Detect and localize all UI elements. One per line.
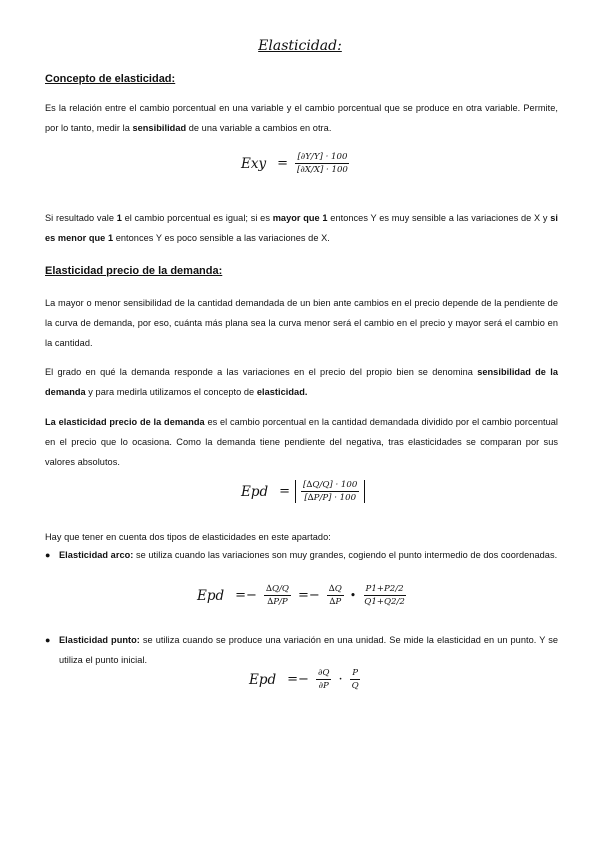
fraction-numerator: [∆Q/Q] · 100 [303, 480, 358, 490]
paragraph-tipos: Hay que tener en cuenta dos tipos de elasticidades en este apartado: [45, 532, 331, 542]
equation-punto [249, 668, 363, 691]
equation-exy [241, 152, 352, 175]
equation-operator: =− [297, 588, 320, 603]
equation-lhs: Exy [241, 155, 267, 172]
fraction-numerator: ∆Q [328, 584, 342, 594]
equation-operator: =− [287, 672, 309, 687]
text-run: Es la relación entre el cambio porcentual en una variable y el cambio porcentual que se produce en otra variable. Permite, por lo tanto, medir la [45, 103, 558, 133]
page-title: Elasticidad: [258, 38, 342, 54]
equation-arco [197, 584, 409, 607]
fraction-denominator: [∆P/P] · 100 [304, 493, 357, 503]
fraction-numerator: P1+P2/2 [365, 584, 404, 594]
paragraph-grado [45, 362, 558, 402]
equation-lhs: Epd [241, 483, 269, 500]
equation-fraction [264, 584, 291, 607]
bold-run: si es menor que 1 [45, 213, 558, 243]
text-run: el cambio porcentual es igual; si es [121, 213, 273, 223]
paragraph-concepto [45, 98, 558, 138]
text-run: de una variable a cambios en otra. [186, 123, 332, 133]
equation-epd-abs [241, 480, 365, 503]
text-run: El grado en qué la demanda responde a las variaciones en el precio del propio bien se denomina [45, 367, 478, 377]
bold-run: Elasticidad arco: [59, 550, 134, 560]
text-run: se utiliza cuando las variaciones son muy grandes, cogiendo el punto intermedio de dos coordenadas. [133, 550, 558, 560]
paragraph-definicion [45, 412, 558, 472]
bold-run: 1 [116, 213, 122, 223]
equation-operator: = [277, 156, 289, 171]
bold-run: sensibilidad de la demanda [45, 367, 558, 397]
text-run: y para medirla utilizamos el concepto de [85, 387, 257, 397]
equation-fraction [295, 152, 350, 175]
bold-run: La elasticidad precio de la demanda [45, 417, 205, 427]
equation-fraction [362, 584, 407, 607]
paragraph-resultado [45, 208, 558, 248]
fraction-denominator: ∂P [318, 681, 329, 691]
text-run: Si resultado vale [45, 213, 117, 223]
fraction-denominator: Q1+Q2/2 [364, 597, 405, 607]
equation-lhs: Epd [249, 671, 277, 688]
fraction-denominator: ∆P [329, 597, 342, 607]
section-heading-elasticidad-precio: Elasticidad precio de la demanda: [45, 265, 223, 277]
equation-fraction [350, 668, 361, 691]
bullet-elasticidad-punto [59, 630, 558, 670]
text-run: entonces Y es poco sensible a las variaciones de X. [113, 233, 330, 243]
text-run: es el cambio porcentual en la cantidad demandada dividido por el cambio porcentual en el precio que lo ocasiona. Como la demanda tiene pendiente del negativa, tras elasticidades se comparan por sus valores absolutos. [45, 417, 558, 467]
equation-fraction [316, 668, 332, 691]
bullet-marker-icon: ● [45, 635, 51, 645]
fraction-denominator: Q [351, 681, 359, 691]
equation-operator: • [349, 589, 357, 602]
bold-run: sensibilidad [132, 123, 187, 133]
equation-fraction [327, 584, 344, 607]
bullet-marker-icon: ● [45, 550, 51, 560]
equation-operator: · [338, 672, 343, 687]
bullet-elasticidad-arco [59, 545, 558, 565]
equation-operator: =− [235, 588, 257, 603]
section-heading-concepto: Concepto de elasticidad: [45, 73, 176, 85]
fraction-denominator: [∂X/X] · 100 [297, 165, 348, 175]
bold-run: Elasticidad punto: [59, 635, 140, 645]
bold-run: mayor que 1 [272, 213, 328, 223]
text-run: entonces Y es muy sensible a las variaciones de X y [327, 213, 551, 223]
equation-operator: = [279, 484, 291, 499]
absolute-value-bars [295, 480, 365, 503]
fraction-numerator: [∂Y/Y] · 100 [297, 152, 348, 162]
fraction-numerator: P [352, 668, 358, 678]
equation-lhs: Epd [197, 587, 225, 604]
fraction-numerator: ∂Q [317, 668, 330, 678]
bold-run: elasticidad. [256, 387, 308, 397]
paragraph-sensibilidad: La mayor o menor sensibilidad de la cantidad demandada de un bien ante cambios en el precio depende de la pendiente de la curva de demanda, por eso, cuánta más plana sea la curva menor será el cambio en el precio y mayor será el cambio en la cantidad. [45, 298, 558, 348]
text-run: se utiliza cuando se produce una variación en una unidad. Se mide la elasticidad en un punto. Y se utiliza el punto inicial. [59, 635, 558, 665]
fraction-denominator: ∆P/P [267, 597, 288, 607]
equation-fraction [301, 480, 359, 503]
fraction-numerator: ∆Q/Q [265, 584, 289, 594]
